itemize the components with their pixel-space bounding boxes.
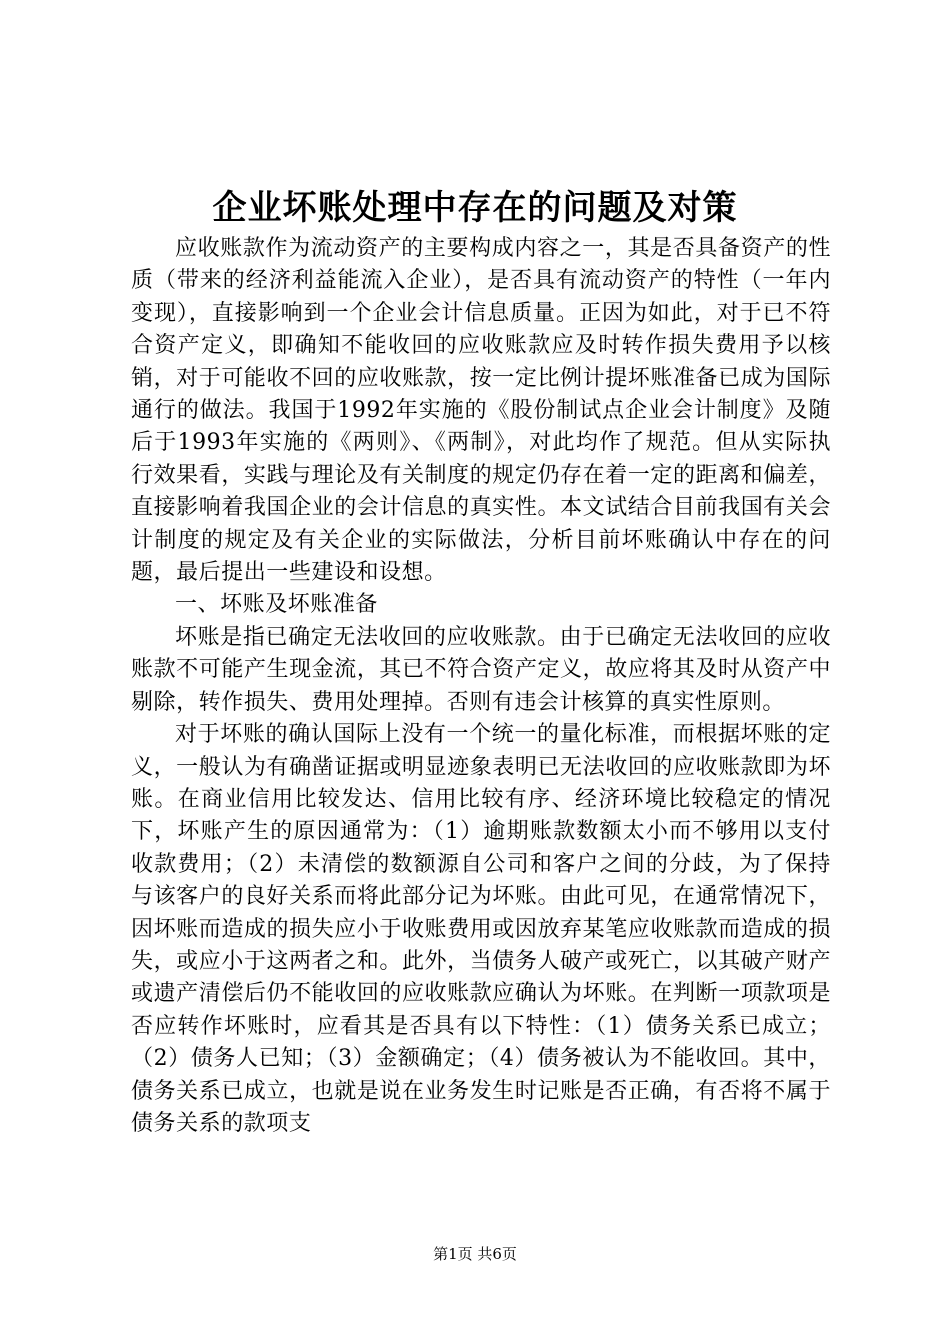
- section-heading-1: 一、坏账及坏账准备: [175, 592, 378, 618]
- paragraph-bad-debt-recognition: 对于坏账的确认国际上没有一个统一的量化标准，而根据坏账的定义，一般认为有确凿证据或明显迹象表明已无法收回的应收账款即为坏账。在商业信用比较发达、信用比较有序、经济环境比较稳定的情况下，坏账产生的原因通常为：（1）逾期账款数额太小而不够用以支付收款费用；（2）未清偿的数额源自公司和客户之间的分歧，为了保持与该客户的良好关系而将此部分记为坏账。由此可见，在通常情况下，因坏账而造成的损失应小于收账费用或因放弃某笔应收账款而造成的损失，或应小于这两者之和。此外，当债务人破产或死亡，以其破产财产或遗产清偿后仍不能收回的应收账款应确认为坏账。在判断一项款项是否应转作坏账时，应看其是否具有以下特性：（1）债务关系已成立；（2）债务人已知；（3）金额确定；（4）债务被认为不能收回。其中，债务关系已成立，也就是说在业务发生时记账是否正确，有否将不属于债务关系的款项支: [131, 722, 831, 1136]
- paragraph-intro: 应收账款作为流动资产的主要构成内容之一，其是否具备资产的性质（带来的经济利益能流入企业），是否具有流动资产的特性（一年内变现），直接影响到一个企业会计信息质量。正因为如此，对于已不符合资产定义，即确知不能收回的应收账款应及时转作损失费用予以核销，对于可能收不回的应收账款，按一定比例计提坏账准备已成为国际通行的做法。我国于1992年实施的《股份制试点企业会计制度》及随后于1993年实施的《两则》、《两制》，对此均作了规范。但从实际执行效果看，实践与理论及有关制度的规定仍存在着一定的距离和偏差，直接影响着我国企业的会计信息的真实性。本文试结合目前我国有关会计制度的规定及有关企业的实际做法，分析目前坏账确认中存在的问题，最后提出一些建设和设想。: [131, 236, 831, 586]
- document-title: 企业坏账处理中存在的问题及对策: [212, 188, 738, 228]
- page-footer: 第1页 共6页: [433, 1245, 517, 1263]
- paragraph-bad-debt-definition: 坏账是指已确定无法收回的应收账款。由于已确定无法收回的应收账款不可能产生现金流，其已不符合资产定义，故应将其及时从资产中剔除，转作损失、费用处理掉。否则有违会计核算的真实性原则。: [131, 624, 831, 715]
- document-body: [131, 233, 831, 1140]
